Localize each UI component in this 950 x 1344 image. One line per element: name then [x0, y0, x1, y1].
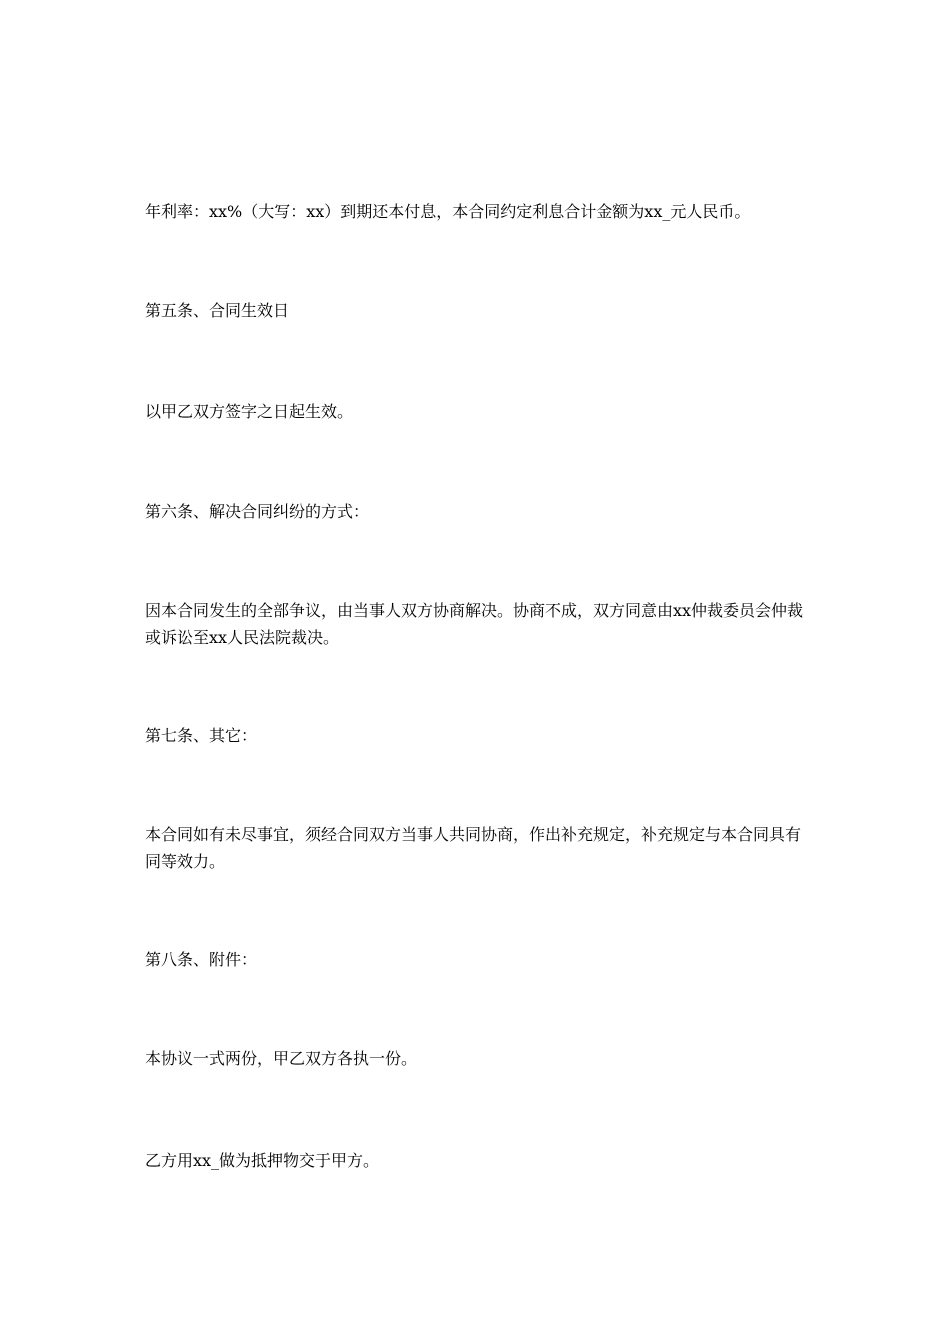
article-7-body: 本合同如有未尽事宜，须经合同双方当事人共同协商，作出补充规定，补充规定与本合同具有同等效力。	[145, 825, 802, 871]
article-6-body: 因本合同发生的全部争议，由当事人双方协商解决。协商不成，双方同意由xx仲裁委员会仲裁或诉讼至xx人民法院裁决。	[145, 601, 804, 647]
interest-rate-paragraph: 年利率：xx%（大写：xx）到期还本付息，本合同约定利息合计金额为xx_元人民币。	[145, 202, 751, 221]
article-5-body: 以甲乙双方签字之日起生效。	[145, 402, 354, 421]
article-8-body-copies: 本协议一式两份，甲乙双方各执一份。	[145, 1049, 418, 1068]
article-5-heading: 第五条、合同生效日	[145, 301, 290, 320]
article-6-heading: 第六条、解决合同纠纷的方式：	[145, 502, 370, 521]
article-8-body-collateral: 乙方用xx_做为抵押物交于甲方。	[145, 1151, 380, 1170]
article-8-heading: 第八条、附件：	[145, 950, 258, 969]
article-7-heading: 第七条、其它：	[145, 726, 258, 745]
